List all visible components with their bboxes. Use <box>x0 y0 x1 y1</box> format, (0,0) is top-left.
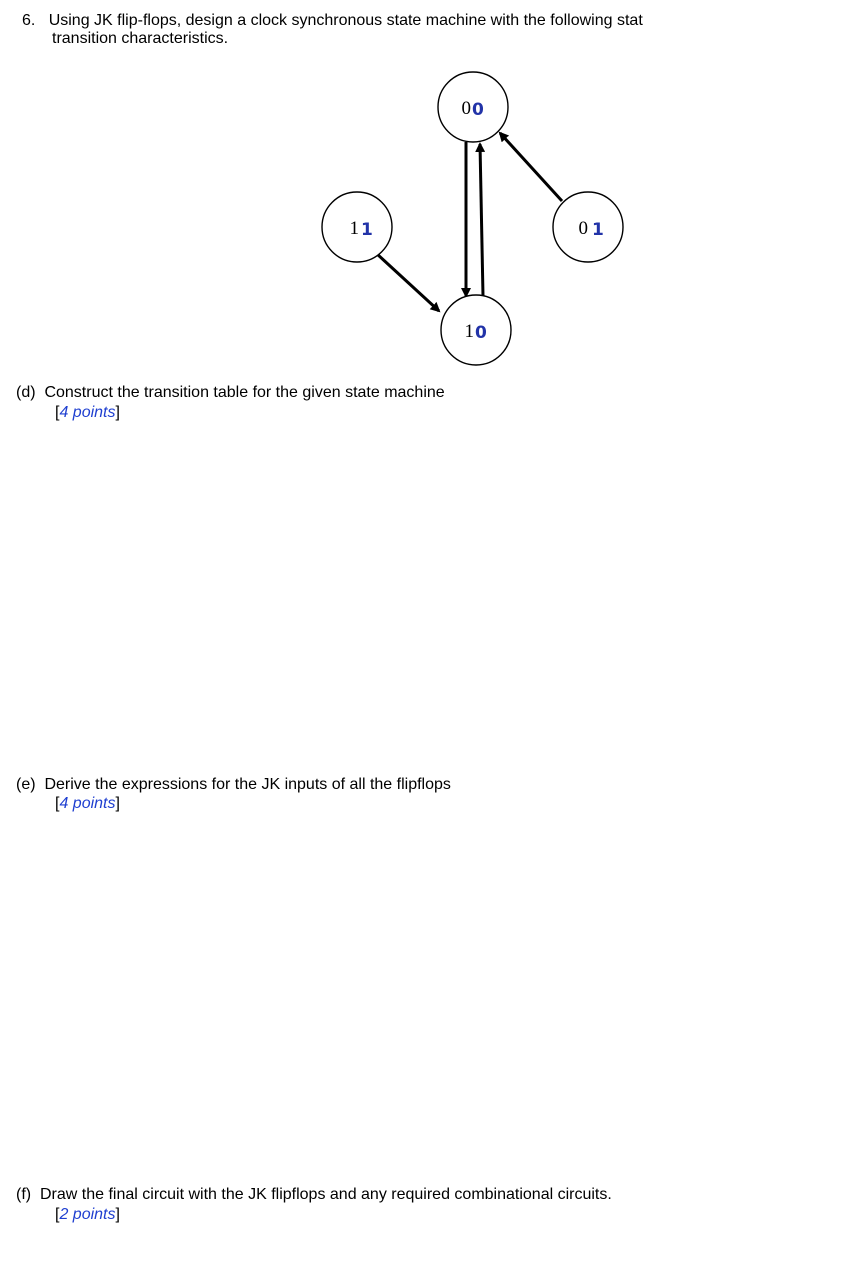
arrow-10-to-00 <box>480 144 483 296</box>
arrow-11-to-10 <box>377 254 439 311</box>
part-f-points-value: 2 points <box>59 1206 116 1223</box>
part-e-points: [4 points] <box>55 795 120 812</box>
part-e-label: (e) <box>16 776 36 793</box>
part-e-points-value: 4 points <box>59 795 116 812</box>
state-00 <box>438 72 508 142</box>
part-f <box>16 1186 612 1204</box>
state-diagram <box>0 0 846 370</box>
part-d <box>16 384 445 402</box>
state-00-printed: 0 <box>461 98 471 119</box>
state-10 <box>441 295 511 365</box>
part-d-text: Construct the transition table for the given state machine <box>44 384 445 401</box>
question-text: Using JK flip-flops, design a clock synchronous state machine with the following stat <box>48 12 643 29</box>
part-d-points-value: 4 points <box>59 404 116 421</box>
question-number: 6. <box>22 12 36 29</box>
part-e <box>16 776 451 794</box>
part-e-text: Derive the expressions for the JK inputs of all the flipflops <box>44 776 451 793</box>
part-d-label: (d) <box>16 384 36 401</box>
state-01 <box>553 192 623 262</box>
part-f-points: [2 points] <box>55 1206 120 1223</box>
state-00-handwritten: 0 <box>472 100 484 120</box>
state-11-printed: 1 <box>349 218 359 239</box>
state-11-handwritten: 1 <box>361 220 373 240</box>
part-d-points: [4 points] <box>55 404 120 421</box>
state-10-handwritten: 0 <box>475 323 487 343</box>
part-f-label: (f) <box>16 1186 32 1203</box>
state-01-handwritten: 1 <box>592 220 604 240</box>
state-11 <box>322 192 392 262</box>
state-10-printed: 1 <box>464 321 474 342</box>
part-f-text: Draw the final circuit with the JK flipflops and any required combinational circuits. <box>40 1186 612 1203</box>
arrow-01-to-00 <box>500 133 562 201</box>
question-line-2: transition characteristics. <box>52 30 229 47</box>
state-01-printed: 0 <box>578 218 588 239</box>
